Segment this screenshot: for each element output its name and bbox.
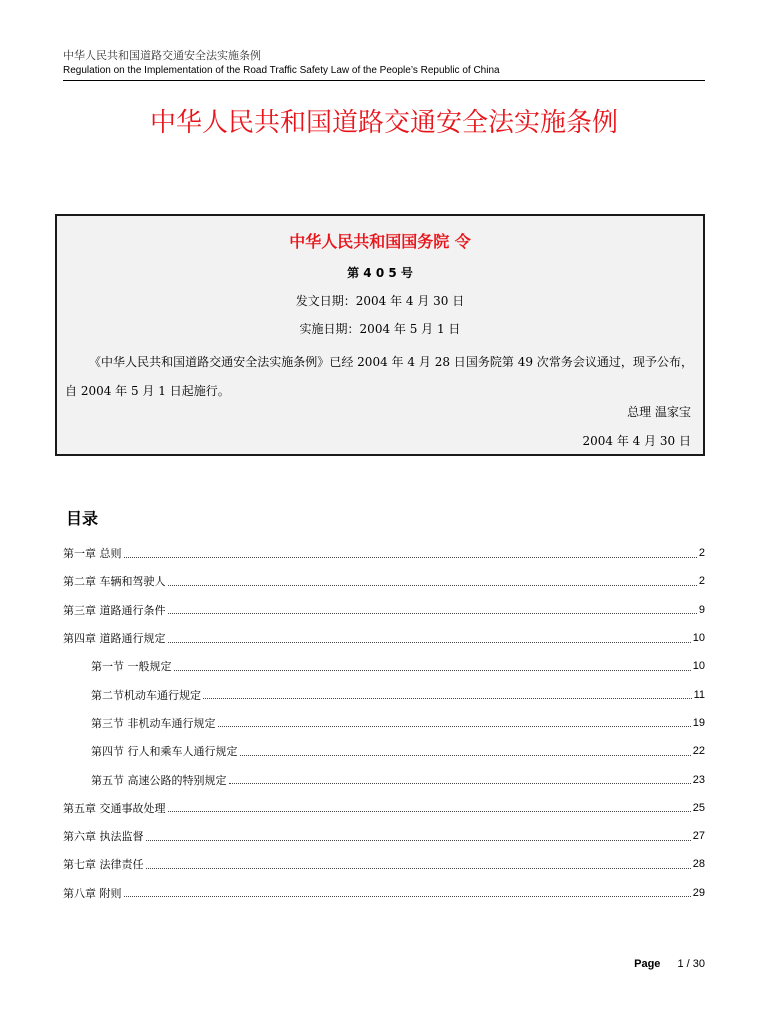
toc-entry-title: 第二节机动车通行规定: [91, 688, 201, 702]
page-number: 1 / 30: [677, 958, 705, 970]
toc-entry-page: 29: [692, 886, 705, 899]
table-of-contents: [63, 539, 705, 907]
toc-dot-leader: [168, 642, 691, 643]
decree-sign-date: 2004 年 4 月 30 日: [582, 434, 691, 448]
toc-entry-page: 2: [698, 575, 705, 588]
toc-entry-page: 9: [698, 603, 705, 616]
decree-issuer: 中华人民共和国国务院 令: [289, 232, 471, 251]
toc-entry[interactable]: [63, 737, 705, 765]
toc-entry[interactable]: [63, 822, 705, 850]
toc-dot-leader: [168, 613, 697, 614]
decree-box: [55, 214, 705, 456]
decree-issue-date: 发文日期：2004 年 4 月 30 日: [295, 294, 465, 308]
decree-body: 《中华人民共和国道路交通安全法实施条例》已经 2004 年 4 月 28 日国务院第 49 次常务会议通过，现予公布，自 2004 年 5 月 1 日起施行。: [65, 355, 693, 398]
toc-entry[interactable]: [63, 794, 705, 822]
decree-effective-date: 实施日期：2004 年 5 月 1 日: [299, 322, 461, 336]
toc-entry-page: 10: [692, 632, 705, 645]
toc-entry[interactable]: [63, 567, 705, 595]
running-header-title-cn: 中华人民共和国道路交通安全法实施条例: [63, 49, 261, 62]
toc-dot-leader: [229, 783, 691, 784]
toc-entry[interactable]: [63, 879, 705, 907]
toc-dot-leader: [240, 755, 691, 756]
toc-entry-title: 第一章 总则: [63, 547, 122, 561]
toc-entry[interactable]: [63, 709, 705, 737]
toc-entry-title: 第二章 车辆和驾驶人: [63, 575, 166, 589]
toc-entry-title: 第五章 交通事故处理: [63, 801, 166, 815]
toc-entry-page: 23: [692, 773, 705, 786]
running-header-title-en: Regulation on the Implementation of the Road Traffic Safety Law of the People’s Republic of China: [63, 65, 500, 76]
toc-entry[interactable]: [63, 624, 705, 652]
toc-entry[interactable]: [63, 596, 705, 624]
toc-entry[interactable]: [63, 765, 705, 793]
toc-entry-page: 28: [692, 858, 705, 871]
running-header: [63, 48, 705, 78]
toc-entry[interactable]: [63, 652, 705, 680]
toc-entry-page: 27: [692, 830, 705, 843]
toc-dot-leader: [168, 585, 697, 586]
decree-number: 第 4 0 5 号: [347, 266, 413, 280]
header-rule: [63, 80, 705, 81]
toc-entry-title: 第七章 法律责任: [63, 858, 144, 872]
page-label: Page: [634, 958, 661, 970]
toc-entry[interactable]: [63, 850, 705, 878]
toc-heading: 目录: [66, 509, 99, 528]
toc-dot-leader: [174, 670, 691, 671]
toc-dot-leader: [203, 698, 692, 699]
toc-entry-title: 第三章 道路通行条件: [63, 603, 166, 617]
toc-entry[interactable]: [63, 539, 705, 567]
toc-entry-title: 第六章 执法监督: [63, 830, 144, 844]
toc-entry-page: 25: [692, 801, 705, 814]
toc-dot-leader: [168, 811, 691, 812]
toc-entry-page: 19: [692, 716, 705, 729]
toc-entry[interactable]: [63, 680, 705, 708]
toc-entry-title: 第八章 附则: [63, 886, 122, 900]
toc-entry-page: 10: [692, 660, 705, 673]
toc-dot-leader: [124, 557, 697, 558]
toc-entry-title: 第四节 行人和乘车人通行规定: [91, 745, 238, 759]
toc-entry-page: 2: [698, 547, 705, 560]
toc-dot-leader: [146, 840, 691, 841]
toc-entry-page: 22: [692, 745, 705, 758]
document-title: 中华人民共和国道路交通安全法实施条例: [149, 108, 618, 138]
toc-entry-title: 第四章 道路通行规定: [63, 632, 166, 646]
toc-entry-page: 11: [693, 688, 705, 701]
decree-signer: 总理 温家宝: [627, 405, 691, 419]
toc-entry-title: 第一节 一般规定: [91, 660, 172, 674]
toc-entry-title: 第五节 高速公路的特别规定: [91, 773, 227, 787]
toc-entry-title: 第三节 非机动车通行规定: [91, 716, 216, 730]
page-footer: [634, 956, 705, 972]
toc-dot-leader: [146, 868, 691, 869]
toc-dot-leader: [218, 726, 691, 727]
toc-dot-leader: [124, 896, 691, 897]
